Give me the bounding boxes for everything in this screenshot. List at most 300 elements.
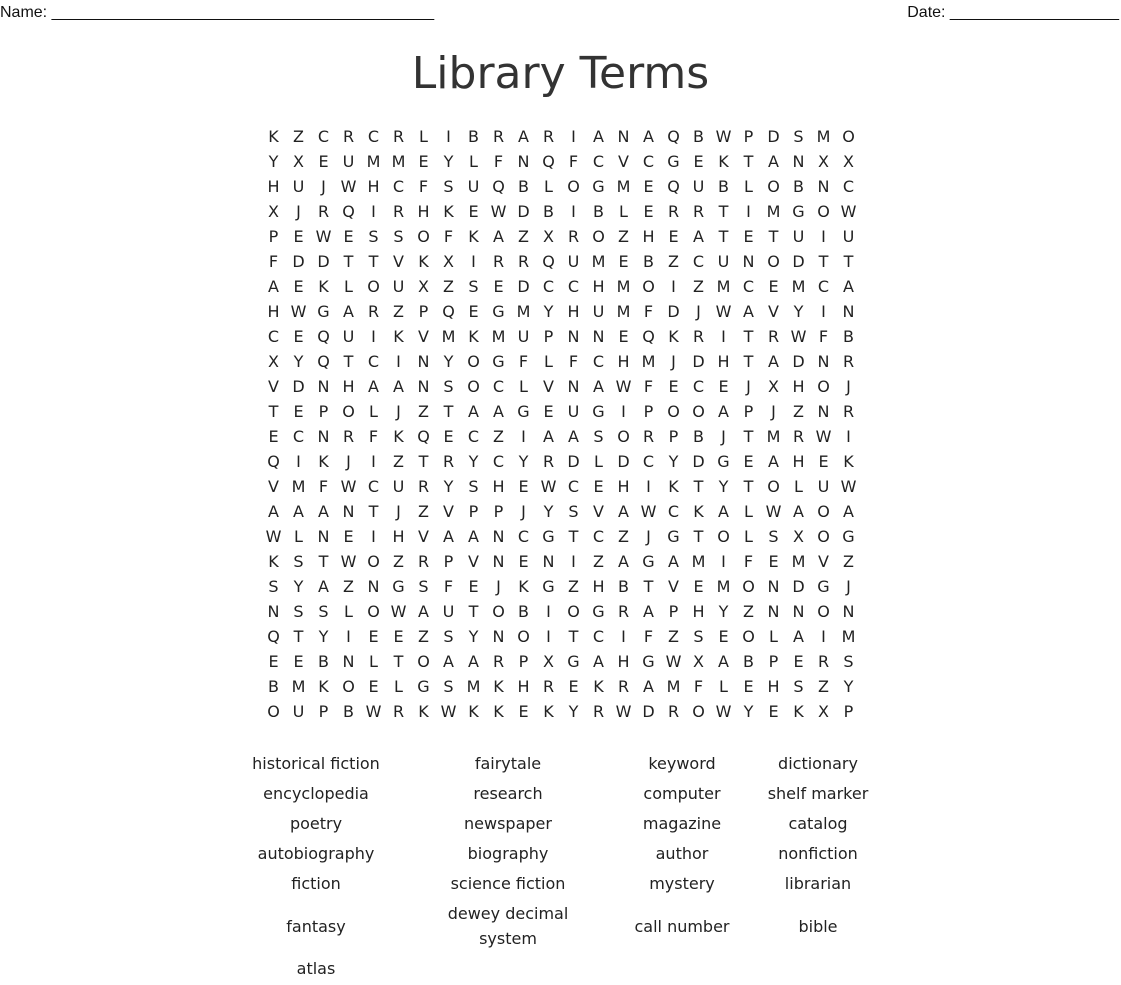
grid-letter: U [592, 302, 605, 321]
grid-letter: A [468, 652, 479, 671]
grid-letter: R [492, 252, 505, 271]
grid-letter: P [743, 127, 754, 146]
grid-letter: M [791, 552, 806, 571]
grid-letter: C [742, 277, 755, 296]
grid-letter: B [468, 127, 479, 146]
grid-letter: H [567, 302, 580, 321]
grid-letter: K [793, 702, 804, 721]
grid-letter: K [543, 702, 554, 721]
grid-letter: A [668, 552, 679, 571]
grid-letter: X [293, 152, 304, 171]
grid-letter: J [296, 202, 301, 221]
grid-letter: H [392, 527, 405, 546]
word-list-item: historical fiction [252, 754, 380, 773]
grid-letter: W [315, 227, 332, 246]
grid-letter: H [717, 352, 730, 371]
grid-letter: O [767, 177, 780, 196]
grid-letter: J [846, 377, 851, 396]
grid-letter: X [793, 527, 804, 546]
grid-letter: S [768, 527, 779, 546]
grid-letter: W [815, 427, 832, 446]
grid-letter: R [417, 477, 430, 496]
grid-letter: O [342, 677, 355, 696]
grid-letter: G [817, 577, 830, 596]
grid-letter: R [642, 427, 655, 446]
grid-letter: E [643, 177, 654, 196]
grid-letter: E [793, 652, 804, 671]
grid-letter: P [543, 327, 554, 346]
grid-letter: A [593, 127, 604, 146]
grid-letter: D [692, 452, 705, 471]
grid-letter: I [571, 127, 576, 146]
grid-letter: D [767, 127, 780, 146]
grid-letter: R [667, 702, 680, 721]
grid-letter: I [396, 352, 401, 371]
grid-letter: Z [418, 627, 429, 646]
grid-letter: S [293, 602, 304, 621]
grid-letter: O [767, 252, 780, 271]
grid-letter: I [746, 202, 751, 221]
grid-letter: M [616, 277, 631, 296]
grid-letter: K [468, 702, 479, 721]
grid-letter: W [440, 702, 457, 721]
grid-letter: Q [667, 177, 680, 196]
grid-letter: E [468, 202, 479, 221]
grid-letter: C [367, 477, 380, 496]
grid-letter: Z [493, 427, 504, 446]
grid-letter: C [292, 427, 305, 446]
grid-letter: J [771, 402, 776, 421]
grid-letter: L [519, 377, 528, 396]
grid-letter: C [592, 352, 605, 371]
grid-letter: V [593, 502, 604, 521]
grid-letter: Y [468, 627, 479, 646]
grid-letter: F [518, 352, 529, 371]
grid-letter: X [268, 202, 279, 221]
grid-letter: G [642, 552, 655, 571]
grid-letter: I [821, 302, 826, 321]
grid-letter: X [543, 227, 554, 246]
grid-letter: Q [317, 352, 330, 371]
grid-letter: M [466, 677, 481, 696]
word-list-item: fiction [291, 874, 341, 893]
grid-letter: U [442, 602, 455, 621]
word-list-item: bible [798, 917, 838, 936]
grid-letter: T [343, 252, 354, 271]
grid-letter: C [367, 127, 380, 146]
grid-letter: T [768, 227, 779, 246]
grid-letter: I [671, 277, 676, 296]
grid-letter: T [818, 252, 829, 271]
grid-letter: U [467, 177, 480, 196]
grid-letter: N [592, 327, 605, 346]
grid-letter: E [518, 702, 529, 721]
grid-letter: Z [393, 552, 404, 571]
grid-letter: J [746, 377, 751, 396]
grid-letter: G [667, 152, 680, 171]
grid-letter: C [692, 252, 705, 271]
grid-letter: V [818, 552, 829, 571]
grid-letter: N [767, 602, 780, 621]
grid-letter: Y [268, 152, 279, 171]
grid-letter: K [668, 327, 679, 346]
grid-letter: E [518, 552, 529, 571]
grid-letter: G [392, 577, 405, 596]
grid-letter: J [521, 502, 526, 521]
grid-letter: I [371, 527, 376, 546]
grid-letter: N [492, 552, 505, 571]
grid-letter: L [369, 652, 378, 671]
grid-letter: E [293, 327, 304, 346]
grid-letter: R [792, 427, 805, 446]
grid-letter: Z [418, 402, 429, 421]
grid-letter: S [793, 127, 804, 146]
grid-letter: R [842, 352, 855, 371]
grid-letter: L [469, 152, 478, 171]
grid-letter: A [768, 352, 779, 371]
grid-letter: Y [743, 702, 754, 721]
grid-letter: P [668, 427, 679, 446]
grid-letter: J [321, 177, 326, 196]
grid-letter: N [792, 152, 805, 171]
name-field: Name: ___________________________________________ [0, 4, 435, 21]
grid-letter: R [817, 652, 830, 671]
grid-letter: D [517, 277, 530, 296]
grid-letter: F [818, 327, 829, 346]
word-list-item: poetry [289, 814, 343, 833]
grid-letter: B [793, 177, 804, 196]
grid-letter: Q [267, 627, 280, 646]
grid-letter: M [691, 552, 706, 571]
grid-letter: S [593, 427, 604, 446]
grid-letter: Q [417, 427, 430, 446]
grid-letter: E [768, 277, 779, 296]
word-list-item: dictionary [778, 754, 858, 773]
grid-letter: A [618, 502, 629, 521]
grid-letter: E [293, 227, 304, 246]
grid-letter: Z [668, 627, 679, 646]
grid-letter: E [368, 677, 379, 696]
grid-letter: A [793, 627, 804, 646]
grid-letter: A [418, 602, 429, 621]
grid-letter: N [742, 252, 755, 271]
grid-letter: E [718, 377, 729, 396]
grid-letter: N [267, 602, 280, 621]
grid-letter: Y [293, 352, 304, 371]
grid-letter: Z [443, 277, 454, 296]
grid-letter: L [544, 177, 553, 196]
grid-letter: T [568, 627, 579, 646]
grid-letter: E [668, 377, 679, 396]
grid-letter: X [443, 252, 454, 271]
word-list-item: catalog [788, 814, 848, 833]
grid-letter: E [293, 652, 304, 671]
grid-letter: G [492, 352, 505, 371]
word-list-item: shelf marker [767, 784, 869, 803]
grid-letter: T [343, 352, 354, 371]
grid-letter: L [369, 402, 378, 421]
grid-letter: M [791, 277, 806, 296]
grid-letter: M [666, 677, 681, 696]
grid-letter: G [317, 302, 330, 321]
grid-letter: O [567, 177, 580, 196]
grid-letter: D [792, 352, 805, 371]
grid-letter: N [517, 152, 530, 171]
grid-letter: B [318, 652, 329, 671]
grid-letter: P [518, 652, 529, 671]
grid-letter: I [346, 627, 351, 646]
grid-letter: M [391, 152, 406, 171]
grid-letter: W [715, 702, 732, 721]
grid-letter: E [268, 427, 279, 446]
grid-letter: E [693, 152, 704, 171]
grid-letter: U [342, 152, 355, 171]
word-list-item: dewey decimal system [447, 904, 569, 948]
grid-letter: S [443, 377, 454, 396]
date-field: Date: ___________________ [907, 4, 1119, 21]
grid-letter: N [317, 427, 330, 446]
grid-letter: A [768, 452, 779, 471]
grid-letter: C [367, 352, 380, 371]
grid-letter: W [265, 527, 282, 546]
grid-letter: W [490, 202, 507, 221]
grid-letter: Q [542, 152, 555, 171]
grid-letter: G [542, 527, 555, 546]
grid-letter: M [716, 577, 731, 596]
grid-letter: P [743, 402, 754, 421]
grid-letter: H [367, 177, 380, 196]
grid-letter: Z [593, 552, 604, 571]
grid-letter: C [692, 377, 705, 396]
grid-letter: W [615, 702, 632, 721]
grid-letter: J [496, 577, 501, 596]
grid-letter: A [768, 152, 779, 171]
grid-letter: O [467, 377, 480, 396]
grid-letter: E [768, 552, 779, 571]
grid-letter: H [267, 302, 280, 321]
grid-letter: F [443, 577, 454, 596]
word-list-item: autobiography [257, 844, 375, 863]
grid-letter: I [721, 552, 726, 571]
grid-letter: S [468, 477, 479, 496]
grid-letter: R [592, 702, 605, 721]
grid-letter: W [665, 652, 682, 671]
grid-letter: H [767, 677, 780, 696]
grid-letter: A [318, 502, 329, 521]
grid-letter: G [567, 652, 580, 671]
grid-letter: S [268, 577, 279, 596]
grid-letter: E [543, 402, 554, 421]
grid-letter: K [518, 577, 529, 596]
grid-letter: C [817, 277, 830, 296]
grid-letter: A [443, 527, 454, 546]
grid-letter: Z [843, 552, 854, 571]
grid-letter: E [668, 227, 679, 246]
grid-letter: B [268, 677, 279, 696]
grid-letter: K [268, 127, 279, 146]
grid-letter: K [493, 702, 504, 721]
grid-letter: A [343, 302, 354, 321]
grid-letter: R [667, 202, 680, 221]
grid-letter: A [318, 577, 329, 596]
grid-letter: B [718, 177, 729, 196]
grid-letter: W [765, 502, 782, 521]
grid-letter: M [591, 252, 606, 271]
grid-letter: G [642, 652, 655, 671]
grid-letter: F [568, 152, 579, 171]
grid-letter: Z [418, 502, 429, 521]
grid-letter: F [568, 352, 579, 371]
grid-letter: E [768, 702, 779, 721]
grid-letter: B [843, 327, 854, 346]
grid-letter: T [293, 627, 304, 646]
grid-letter: G [517, 402, 530, 421]
grid-letter: O [817, 202, 830, 221]
grid-letter: O [517, 627, 530, 646]
grid-letter: B [743, 652, 754, 671]
word-list-item: fantasy [286, 917, 346, 936]
grid-letter: X [843, 152, 854, 171]
grid-letter: K [718, 152, 729, 171]
grid-letter: C [567, 477, 580, 496]
grid-letter: Y [568, 702, 579, 721]
grid-letter: T [368, 252, 379, 271]
grid-letter: H [692, 602, 705, 621]
grid-letter: L [294, 527, 303, 546]
grid-letter: A [743, 302, 754, 321]
grid-letter: S [368, 227, 379, 246]
grid-letter: P [493, 502, 504, 521]
grid-letter: I [296, 452, 301, 471]
grid-letter: H [617, 652, 630, 671]
grid-letter: M [616, 177, 631, 196]
grid-letter: I [571, 202, 576, 221]
grid-letter: Y [668, 452, 679, 471]
grid-letter: Q [342, 202, 355, 221]
grid-letter: R [542, 677, 555, 696]
grid-letter: U [517, 327, 530, 346]
grid-letter: N [317, 527, 330, 546]
grid-letter: H [592, 577, 605, 596]
grid-letter: T [418, 452, 429, 471]
grid-letter: A [393, 377, 404, 396]
grid-letter: C [492, 452, 505, 471]
grid-letter: F [268, 252, 279, 271]
grid-letter: A [518, 127, 529, 146]
grid-letter: K [693, 502, 704, 521]
grid-letter: B [693, 427, 704, 446]
grid-letter: G [492, 302, 505, 321]
grid-letter: R [542, 127, 555, 146]
grid-letter: H [492, 477, 505, 496]
grid-letter: R [392, 202, 405, 221]
grid-letter: Z [518, 227, 529, 246]
grid-letter: S [793, 677, 804, 696]
grid-letter: Y [468, 452, 479, 471]
grid-letter: K [318, 677, 329, 696]
grid-letter: O [417, 227, 430, 246]
grid-letter: V [393, 252, 404, 271]
grid-letter: O [842, 127, 855, 146]
grid-letter: U [392, 277, 405, 296]
grid-letter: I [621, 627, 626, 646]
grid-letter: P [418, 302, 429, 321]
grid-letter: B [518, 177, 529, 196]
grid-letter: G [592, 602, 605, 621]
grid-letter: R [417, 552, 430, 571]
grid-letter: E [568, 677, 579, 696]
grid-letter: V [668, 577, 679, 596]
grid-letter: Z [793, 402, 804, 421]
grid-letter: C [467, 427, 480, 446]
grid-letter: Q [542, 252, 555, 271]
grid-letter: B [693, 127, 704, 146]
grid-letter: N [492, 527, 505, 546]
grid-letter: I [571, 552, 576, 571]
grid-letter: B [593, 202, 604, 221]
grid-letter: O [692, 702, 705, 721]
grid-letter: L [744, 527, 753, 546]
grid-letter: K [843, 452, 854, 471]
grid-letter: O [742, 577, 755, 596]
grid-letter: L [619, 202, 628, 221]
grid-letter: R [567, 227, 580, 246]
grid-letter: T [268, 402, 279, 421]
grid-letter: I [546, 627, 551, 646]
grid-letter: S [318, 602, 329, 621]
grid-letter: L [594, 452, 603, 471]
grid-letter: H [517, 677, 530, 696]
grid-letter: K [493, 677, 504, 696]
grid-letter: N [792, 602, 805, 621]
grid-letter: T [693, 527, 704, 546]
grid-letter: N [342, 652, 355, 671]
grid-letter: H [642, 227, 655, 246]
grid-letter: Z [818, 677, 829, 696]
grid-letter: G [792, 202, 805, 221]
grid-letter: O [692, 402, 705, 421]
grid-letter: Y [718, 477, 729, 496]
grid-letter: G [592, 177, 605, 196]
grid-letter: C [267, 327, 280, 346]
grid-letter: K [468, 227, 479, 246]
grid-letter: I [546, 602, 551, 621]
grid-letter: N [367, 577, 380, 596]
grid-letter: E [718, 627, 729, 646]
grid-letter: R [617, 677, 630, 696]
grid-letter: T [743, 327, 754, 346]
grid-letter: N [817, 402, 830, 421]
grid-letter: M [641, 352, 656, 371]
grid-letter: X [268, 352, 279, 371]
grid-letter: L [344, 277, 353, 296]
grid-letter: A [793, 502, 804, 521]
grid-letter: D [567, 452, 580, 471]
grid-letter: R [392, 127, 405, 146]
grid-letter: N [417, 377, 430, 396]
grid-letter: L [544, 352, 553, 371]
grid-letter: L [794, 477, 803, 496]
grid-letter: N [767, 577, 780, 596]
grid-letter: I [646, 477, 651, 496]
grid-letter: A [843, 277, 854, 296]
grid-letter: O [817, 527, 830, 546]
grid-letter: S [468, 277, 479, 296]
grid-letter: E [468, 577, 479, 596]
grid-letter: A [293, 502, 304, 521]
grid-letter: W [290, 302, 307, 321]
grid-letter: P [843, 702, 854, 721]
